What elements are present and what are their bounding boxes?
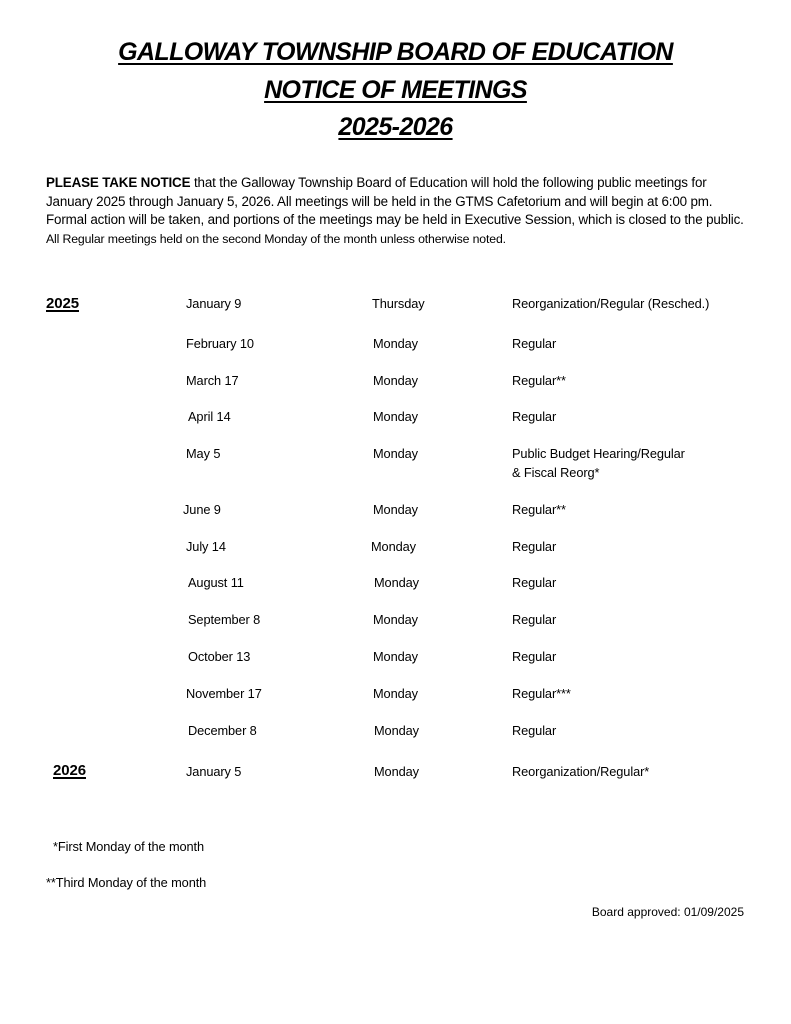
meeting-day: Monday: [374, 764, 419, 779]
intro-lead: PLEASE TAKE NOTICE: [46, 175, 191, 190]
intro-body: that the Galloway Township Board of Education will hold the following public meetings for January 2025 through January 5, 2026. All meetings will be held in the GTMS Cafetorium and will begin at 6:00 pm. Formal action will be taken, and portions of the meetings may be held in Executive Session, which is closed to the public.: [46, 175, 744, 227]
meeting-day: Monday: [373, 409, 418, 424]
meeting-date: November 17: [186, 686, 262, 701]
meeting-type: Regular**: [512, 502, 566, 517]
meeting-date: April 14: [188, 409, 231, 424]
meeting-date: July 14: [186, 539, 226, 554]
meeting-date: January 5: [186, 764, 242, 779]
meeting-day: Monday: [374, 575, 419, 590]
meeting-date: January 9: [186, 296, 242, 311]
footnote-third-monday: **Third Monday of the month: [46, 875, 207, 890]
year-label: 2025: [46, 295, 79, 312]
meeting-date: June 9: [183, 502, 221, 517]
meeting-type: Regular**: [512, 373, 566, 388]
meeting-date: September 8: [188, 612, 261, 627]
meeting-type: Regular: [512, 575, 557, 590]
meeting-type: Regular: [512, 649, 557, 664]
meeting-type-continued: & Fiscal Reorg*: [512, 465, 600, 480]
year-label: 2026: [53, 762, 86, 779]
meeting-day: Monday: [373, 446, 418, 461]
meeting-date: October 13: [188, 649, 251, 664]
meeting-day: Monday: [373, 502, 418, 517]
title-board-name: GALLOWAY TOWNSHIP BOARD OF EDUCATION: [118, 38, 673, 66]
meeting-date: December 8: [188, 723, 257, 738]
meeting-type: Regular: [512, 539, 557, 554]
meeting-type: Regular: [512, 336, 557, 351]
meeting-date: March 17: [186, 373, 239, 388]
meeting-day: Monday: [373, 649, 418, 664]
meeting-day: Thursday: [372, 296, 425, 311]
intro-note: All Regular meetings held on the second Monday of the month unless otherwise noted.: [46, 231, 506, 246]
meeting-type: Regular: [512, 409, 557, 424]
meeting-date: August 11: [188, 575, 244, 590]
title-notice: NOTICE OF MEETINGS: [264, 76, 527, 104]
meeting-date: May 5: [186, 446, 221, 461]
footnote-first-monday: *First Monday of the month: [53, 839, 205, 854]
meeting-type: Reorganization/Regular*: [512, 764, 650, 779]
meeting-day: Monday: [373, 336, 418, 351]
title-years: 2025-2026: [338, 113, 453, 141]
meeting-type: Public Budget Hearing/Regular: [512, 446, 685, 461]
meeting-date: February 10: [186, 336, 254, 351]
meeting-day: Monday: [371, 539, 416, 554]
meeting-day: Monday: [373, 686, 418, 701]
meeting-type: Regular: [512, 723, 557, 738]
meeting-day: Monday: [373, 612, 418, 627]
board-approval-date: Board approved: 01/09/2025: [591, 905, 744, 919]
meeting-type: Regular: [512, 612, 557, 627]
intro-paragraph: [46, 174, 746, 248]
meeting-type: Regular***: [512, 686, 571, 701]
meeting-day: Monday: [374, 723, 419, 738]
meeting-day: Monday: [373, 373, 418, 388]
meeting-type: Reorganization/Regular (Resched.): [512, 296, 710, 311]
